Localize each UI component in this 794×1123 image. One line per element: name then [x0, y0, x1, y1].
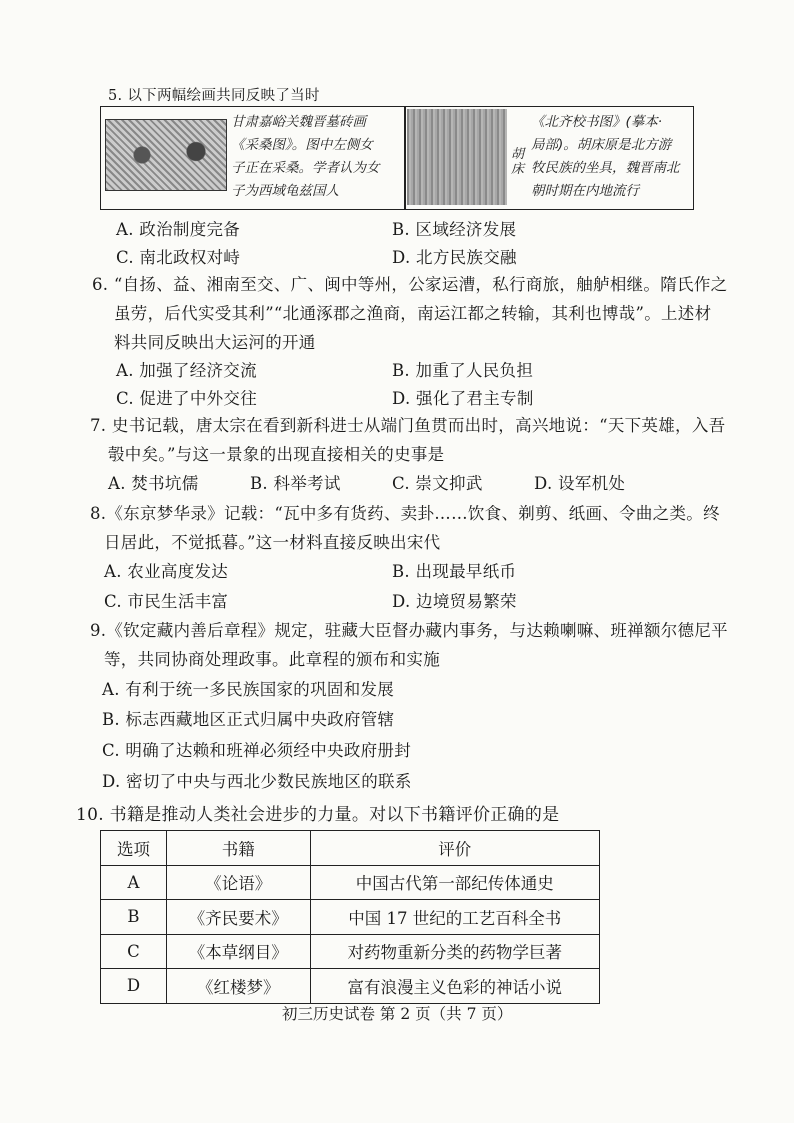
q9-option-c: C. 明确了达赖和班禅必须经中央政府册封 [102, 741, 412, 760]
page-footer: 初三历史试卷 第 2 页（共 7 页） [282, 1005, 513, 1023]
q10-stem: 10. 书籍是推动人类社会进步的力量。对以下书籍评价正确的是 [76, 805, 560, 825]
table-cell: 《论语》 [166, 865, 310, 900]
table-cell: 中国 17 世纪的工艺百科全书 [310, 900, 599, 935]
q9-option-b: B. 标志西藏地区正式归属中央政府管辖 [102, 710, 395, 729]
table-cell: 《齐民要术》 [166, 900, 310, 935]
q7-option-c: C. 崇文抑武 [392, 474, 483, 493]
q8-line-1: 8.《东京梦华录》记载：“瓦中多有货药、卖卦……饮食、剃剪、纸画、令曲之类。终 [90, 504, 720, 523]
q5-image-panel [100, 106, 694, 210]
q7-line-1: 7. 史书记载，唐太宗在看到新科进士从端门鱼贯而出时，高兴地说：“天下英雄，入吾 [90, 416, 726, 435]
table-cell: A [101, 865, 167, 900]
q5-option-a: A. 政治制度完备 [116, 220, 241, 239]
q6-line-1: 6. “自扬、益、湘南至交、广、闽中等州，公家运漕，私行商旅，舳舻相继。隋氏作之 [92, 275, 728, 294]
q5-image-label: 胡床 [511, 147, 525, 177]
mulberry-picking-mural-image [105, 119, 227, 191]
table-cell: 《红楼梦》 [166, 969, 310, 1004]
q6-option-c: C. 促进了中外交往 [116, 389, 258, 408]
q8-option-c: C. 市民生活丰富 [104, 592, 229, 611]
q9-line-2: 等，共同协商处理政事。此章程的颁布和实施 [104, 650, 440, 669]
table-cell: 《本草纲目》 [166, 934, 310, 969]
table-cell: B [101, 900, 167, 935]
q6-option-b: B. 加重了人民负担 [392, 361, 534, 380]
q6-option-a: A. 加强了经济交流 [116, 361, 257, 380]
table-row [101, 865, 600, 900]
q5-option-d: D. 北方民族交融 [392, 248, 517, 267]
q10-books-table [100, 830, 600, 1004]
q8-option-a: A. 农业高度发达 [104, 562, 229, 581]
q5-option-b: B. 区域经济发展 [392, 220, 517, 239]
q8-option-b: B. 出现最早纸币 [392, 562, 517, 581]
q9-option-d: D. 密切了中央与西北少数民族地区的联系 [102, 772, 412, 791]
q6-option-d: D. 强化了君主专制 [392, 389, 534, 408]
q6-line-2: 虽劳，后代实受其利”“北通涿郡之渔商，南运江都之转输，其利也博哉”。上述材 [114, 304, 712, 323]
table-cell: C [101, 934, 167, 969]
q9-line-1: 9.《钦定藏内善后章程》规定，驻藏大臣督办藏内事务，与达赖喇嘛、班禅额尔德尼平 [90, 621, 728, 640]
q7-option-a: A. 焚书坑儒 [108, 474, 199, 493]
table-header-cell: 评价 [310, 831, 599, 866]
q5-option-c: C. 南北政权对峙 [116, 248, 241, 267]
table-header-cell: 书籍 [166, 831, 310, 866]
q8-line-2: 日居此，不觉抵暮。”这一材料直接反映出宋代 [104, 533, 441, 552]
collating-books-painting-image [407, 109, 507, 205]
table-cell: 富有浪漫主义色彩的神话小说 [310, 969, 599, 1004]
q7-option-b: B. 科举考试 [250, 474, 341, 493]
table-cell: 中国古代第一部纪传体通史 [310, 865, 599, 900]
q9-option-a: A. 有利于统一多民族国家的巩固和发展 [102, 680, 395, 699]
table-row [101, 934, 600, 969]
table-row [101, 900, 600, 935]
q5-image-divider [404, 107, 406, 209]
q5-stem: 5. 以下两幅绘画共同反映了当时 [108, 88, 320, 104]
q8-option-d: D. 边境贸易繁荣 [392, 592, 517, 611]
table-cell: D [101, 969, 167, 1004]
q6-line-3: 料共同反映出大运河的开通 [114, 333, 316, 352]
table-row [101, 969, 600, 1004]
q7-option-d: D. 设军机处 [534, 474, 626, 493]
q5-left-caption: 甘肃嘉峪关魏晋墓砖画 《采桑图》。图中左侧女 子正在采桑。学者认为女 子为西域龟兹国人 [231, 114, 380, 199]
q5-right-caption: 《北齐校书图》(摹本· 局部)。胡床原是北方游 牧民族的坐具，魏晋南北 朝时期在内地流行 [531, 114, 680, 199]
table-header-cell: 选项 [101, 831, 167, 866]
table-header-row [101, 831, 600, 866]
table-cell: 对药物重新分类的药物学巨著 [310, 934, 599, 969]
q7-line-2: 彀中矣。”与这一景象的出现直接相关的史事是 [108, 445, 445, 464]
